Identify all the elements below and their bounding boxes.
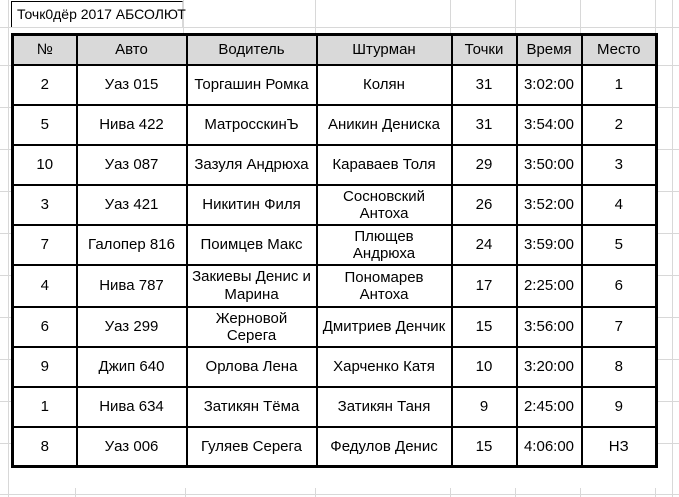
- gridline: [0, 107, 11, 108]
- cell-num[interactable]: 4: [13, 265, 77, 307]
- cell-navigator[interactable]: Харченко Катя: [317, 347, 452, 387]
- cell-place[interactable]: 9: [582, 387, 657, 427]
- gridline: [655, 488, 656, 497]
- gridline: [8, 0, 9, 497]
- cell-driver[interactable]: Зазуля Андрюха: [187, 145, 317, 185]
- cell-auto[interactable]: Уаз 421: [77, 185, 187, 225]
- cell-time[interactable]: 4:06:00: [517, 427, 582, 467]
- table-row: [13, 225, 657, 265]
- gridline: [672, 0, 673, 497]
- gridline: [655, 233, 679, 234]
- gridline: [315, 0, 316, 33]
- cell-points[interactable]: 15: [452, 427, 517, 467]
- gridline: [315, 488, 316, 497]
- cell-auto[interactable]: Уаз 015: [77, 65, 187, 105]
- cell-place[interactable]: 3: [582, 145, 657, 185]
- gridline: [0, 191, 11, 192]
- cell-place[interactable]: 1: [582, 65, 657, 105]
- cell-num[interactable]: 3: [13, 185, 77, 225]
- cell-driver[interactable]: Поимцев Макс: [187, 225, 317, 265]
- cell-time[interactable]: 3:59:00: [517, 225, 582, 265]
- table-row: [13, 65, 657, 105]
- cell-navigator[interactable]: Аникин Дениска: [317, 105, 452, 145]
- gridline: [655, 0, 656, 33]
- gridline: [0, 27, 679, 28]
- cell-auto[interactable]: Уаз 006: [77, 427, 187, 467]
- col-header-time[interactable]: Время: [517, 35, 582, 65]
- gridline: [580, 0, 581, 33]
- gridline: [0, 275, 11, 276]
- cell-navigator[interactable]: Плющев Андрюха: [317, 225, 452, 265]
- gridline: [0, 443, 11, 444]
- cell-navigator[interactable]: Пономарев Антоха: [317, 265, 452, 307]
- cell-navigator[interactable]: Федулов Денис: [317, 427, 452, 467]
- cell-time[interactable]: 3:52:00: [517, 185, 582, 225]
- gridline: [450, 0, 451, 33]
- cell-navigator[interactable]: Сосновский Антоха: [317, 185, 452, 225]
- cell-auto[interactable]: Галопер 816: [77, 225, 187, 265]
- table-row: [13, 265, 657, 307]
- cell-num[interactable]: 6: [13, 307, 77, 347]
- gridline: [75, 488, 76, 497]
- cell-time[interactable]: 3:54:00: [517, 105, 582, 145]
- cell-time[interactable]: 3:56:00: [517, 307, 582, 347]
- sheet-title-cell[interactable]: Точк0дёр 2017 АБСОЛЮТ: [11, 1, 183, 27]
- cell-navigator[interactable]: Колян: [317, 65, 452, 105]
- results-table: [11, 33, 658, 468]
- cell-auto[interactable]: Уаз 087: [77, 145, 187, 185]
- cell-points[interactable]: 10: [452, 347, 517, 387]
- cell-points[interactable]: 17: [452, 265, 517, 307]
- table-row: [13, 307, 657, 347]
- gridline: [515, 488, 516, 497]
- table-row: [13, 145, 657, 185]
- cell-num[interactable]: 2: [13, 65, 77, 105]
- table-row: [13, 105, 657, 145]
- gridline: [655, 317, 679, 318]
- cell-driver[interactable]: Никитин Филя: [187, 185, 317, 225]
- gridline: [655, 65, 679, 66]
- cell-driver[interactable]: Торгашин Ромка: [187, 65, 317, 105]
- cell-points[interactable]: 31: [452, 105, 517, 145]
- cell-driver[interactable]: Гуляев Серега: [187, 427, 317, 467]
- cell-auto[interactable]: Нива 787: [77, 265, 187, 307]
- cell-time[interactable]: 3:02:00: [517, 65, 582, 105]
- cell-time[interactable]: 2:45:00: [517, 387, 582, 427]
- cell-points[interactable]: 24: [452, 225, 517, 265]
- table-row: [13, 387, 657, 427]
- cell-driver[interactable]: МатросскинЪ: [187, 105, 317, 145]
- cell-driver[interactable]: Закиевы Денис и Марина: [187, 265, 317, 307]
- gridline: [655, 359, 679, 360]
- cell-auto[interactable]: Джип 640: [77, 347, 187, 387]
- cell-navigator[interactable]: Караваев Толя: [317, 145, 452, 185]
- gridline: [0, 65, 11, 66]
- cell-navigator[interactable]: Затикян Таня: [317, 387, 452, 427]
- col-header-num[interactable]: №: [13, 35, 77, 65]
- cell-num[interactable]: 9: [13, 347, 77, 387]
- col-header-driver[interactable]: Водитель: [187, 35, 317, 65]
- col-header-points[interactable]: Точки: [452, 35, 517, 65]
- cell-num[interactable]: 7: [13, 225, 77, 265]
- table-row: [13, 185, 657, 225]
- header-row: [13, 35, 657, 65]
- gridline: [580, 488, 581, 497]
- cell-driver[interactable]: Жерновой Серега: [187, 307, 317, 347]
- cell-points[interactable]: 26: [452, 185, 517, 225]
- cell-place[interactable]: НЗ: [582, 427, 657, 467]
- gridline: [655, 107, 679, 108]
- gridline: [0, 317, 11, 318]
- cell-auto[interactable]: Нива 422: [77, 105, 187, 145]
- gridline: [0, 233, 11, 234]
- cell-time[interactable]: 3:20:00: [517, 347, 582, 387]
- cell-points[interactable]: 29: [452, 145, 517, 185]
- gridline: [515, 0, 516, 33]
- cell-num[interactable]: 1: [13, 387, 77, 427]
- cell-navigator[interactable]: Дмитриев Денчик: [317, 307, 452, 347]
- gridline: [0, 401, 11, 402]
- cell-place[interactable]: 4: [582, 185, 657, 225]
- cell-auto[interactable]: Нива 634: [77, 387, 187, 427]
- col-header-place[interactable]: Место: [582, 35, 657, 65]
- gridline: [655, 401, 679, 402]
- gridline: [0, 149, 11, 150]
- cell-place[interactable]: 6: [582, 265, 657, 307]
- cell-time[interactable]: 3:50:00: [517, 145, 582, 185]
- col-header-auto[interactable]: Авто: [77, 35, 187, 65]
- gridline: [450, 488, 451, 497]
- gridline: [655, 443, 679, 444]
- gridline: [655, 149, 679, 150]
- cell-points[interactable]: 31: [452, 65, 517, 105]
- cell-time[interactable]: 2:25:00: [517, 265, 582, 307]
- gridline: [185, 488, 186, 497]
- gridline: [0, 359, 11, 360]
- cell-num[interactable]: 5: [13, 105, 77, 145]
- cell-driver[interactable]: Затикян Тёма: [187, 387, 317, 427]
- gridline: [655, 275, 679, 276]
- cell-place[interactable]: 7: [582, 307, 657, 347]
- gridline: [0, 494, 679, 495]
- cell-num[interactable]: 10: [13, 145, 77, 185]
- cell-num[interactable]: 8: [13, 427, 77, 467]
- table-row: [13, 427, 657, 467]
- cell-place[interactable]: 2: [582, 105, 657, 145]
- cell-place[interactable]: 5: [582, 225, 657, 265]
- cell-driver[interactable]: Орлова Лена: [187, 347, 317, 387]
- cell-auto[interactable]: Уаз 299: [77, 307, 187, 347]
- cell-points[interactable]: 15: [452, 307, 517, 347]
- table-row: [13, 347, 657, 387]
- cell-points[interactable]: 9: [452, 387, 517, 427]
- gridline: [655, 191, 679, 192]
- cell-place[interactable]: 8: [582, 347, 657, 387]
- col-header-navigator[interactable]: Штурман: [317, 35, 452, 65]
